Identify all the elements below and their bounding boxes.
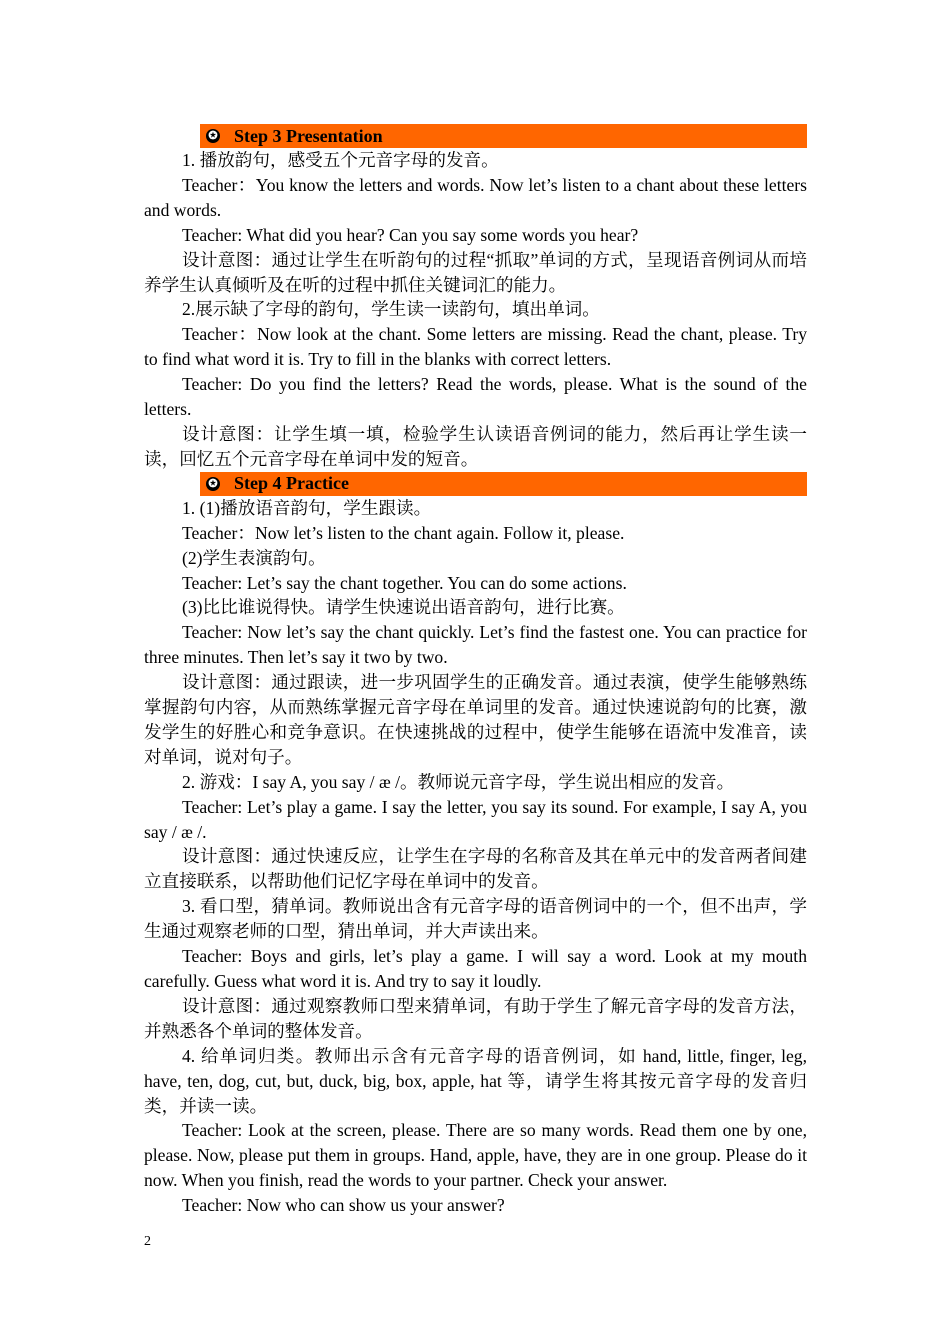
step-4-heading [200, 472, 807, 496]
paragraph: 设计意图：通过让学生在听韵句的过程“抓取”单词的方式，呈现语音例词从而培养学生认真倾听及在听的过程中抓住关键词汇的能力。 [144, 249, 807, 295]
paragraph: Teacher: What did you hear? Can you say some words you hear? [182, 224, 639, 245]
star-bullet-icon: ✪ [206, 129, 220, 143]
paragraph: 设计意图：通过观察教师口型来猜单词，有助于学生了解元音字母的发音方法，并熟悉各个单词的整体发音。 [144, 995, 807, 1041]
paragraph: Teacher: Do you find the letters? Read the words, please. What is the sound of the letters. [144, 374, 807, 420]
document-body [144, 124, 807, 1218]
paragraph: Teacher：Now look at the chant. Some letters are missing. Read the chant, please. Try to find what word it is. Try to fill in the blanks with correct letters. [144, 324, 807, 370]
step-3-title: Step 3 Presentation [234, 125, 383, 146]
paragraph: (2)学生表演韵句。 [182, 547, 326, 568]
star-bullet-icon: ✪ [206, 477, 220, 491]
paragraph: Teacher: Let’s play a game. I say the letter, you say its sound. For example, I say A, you say / æ /. [144, 796, 807, 842]
paragraph: Teacher: Boys and girls, let’s play a game. I will say a word. Look at my mouth carefully. Guess what word it is. And try to say it loudly. [144, 946, 807, 991]
paragraph: 4. 给单词归类。教师出示含有元音字母的语音例词，如 hand, little, finger, leg, have, ten, dog, cut, but, duck, big, box, apple, hat 等，请学生将其按元音字母的发音归类，并读一读。 [144, 1045, 807, 1116]
step-4-title: Step 4 Practice [234, 473, 349, 494]
paragraph: Teacher: Look at the screen, please. There are so many words. Read them one by one, please. Now, please put them in groups. Hand, apple, have, they are in one group. Please do it now. When you finish, read the words to your partner. Check your answer. [144, 1120, 807, 1191]
paragraph: 2.展示缺了字母的韵句，学生读一读韵句，填出单词。 [182, 299, 600, 320]
paragraph: 3. 看口型，猜单词。教师说出含有元音字母的语音例词中的一个，但不出声，学生通过观察老师的口型，猜出单词，并大声读出来。 [144, 896, 807, 942]
paragraph: Teacher: Let’s say the chant together. You can do some actions. [182, 572, 627, 593]
paragraph: 2. 游戏：I say A, you say / æ /。教师说元音字母，学生说出相应的发音。 [182, 771, 735, 792]
paragraph: 设计意图：通过跟读，进一步巩固学生的正确发音。通过表演，使学生能够熟练掌握韵句内容，从而熟练掌握元音字母在单词里的发音。通过快速说韵句的比赛，激发学生的好胜心和竞争意识。在快速挑战的过程中，使学生能够在语流中发准音，读对单词，说对句子。 [144, 672, 807, 767]
paragraph: 1. (1)播放语音韵句，学生跟读。 [182, 497, 432, 518]
page-number: 2 [144, 1234, 151, 1249]
paragraph: Teacher：Now let’s listen to the chant again. Follow it, please. [182, 522, 625, 543]
paragraph: 设计意图：通过快速反应，让学生在字母的名称音及其在单元中的发音两者间建立直接联系，以帮助他们记忆字母在单词中的发音。 [144, 846, 807, 892]
paragraph: Teacher: Now let’s say the chant quickly. Let’s find the fastest one. You can practice for three minutes. Then let’s say it two by two. [144, 622, 807, 668]
paragraph: 设计意图：让学生填一填，检验学生认读语音例词的能力，然后再让学生读一读，回忆五个元音字母在单词中发的短音。 [144, 423, 807, 469]
paragraph: Teacher：You know the letters and words. Now let’s listen to a chant about these letters and words. [144, 174, 807, 220]
step-3-heading [200, 124, 807, 148]
paragraph: Teacher: Now who can show us your answer? [182, 1195, 505, 1216]
paragraph: 1. 播放韵句，感受五个元音字母的发音。 [182, 150, 499, 170]
paragraph: (3)比比谁说得快。请学生快速说出语音韵句，进行比赛。 [182, 597, 625, 618]
